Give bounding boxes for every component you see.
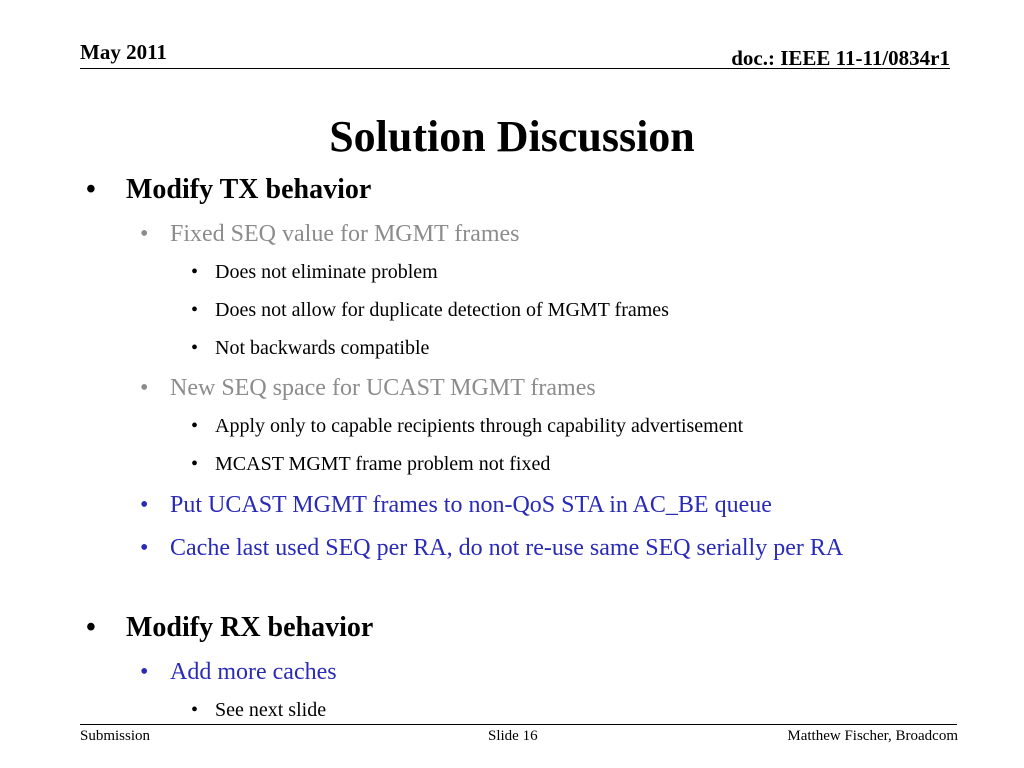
bullet-text: Add more caches [170, 659, 337, 685]
bullet-mcast-not-fixed [191, 452, 550, 477]
bullet-modify-rx [86, 610, 373, 645]
bullet-marker: • [86, 174, 96, 205]
footer-rule [80, 724, 957, 725]
bullet-text: Apply only to capable recipients through capability advertisement [215, 415, 744, 437]
bullet-marker: • [86, 612, 96, 643]
bullet-text: Cache last used SEQ per RA, do not re-use same SEQ serially per RA [170, 535, 844, 561]
bullet-text: Modify TX behavior [126, 174, 372, 205]
slide-title: Solution Discussion [329, 112, 695, 161]
bullet-not-backwards-compatible [191, 336, 429, 361]
bullet-marker: • [140, 535, 149, 561]
bullet-text: See next slide [215, 699, 327, 721]
bullet-text: Not backwards compatible [215, 337, 430, 359]
footer-author: Matthew Fischer, Broadcom [787, 728, 958, 744]
bullet-modify-tx [86, 172, 371, 207]
bullet-marker: • [191, 453, 199, 475]
bullet-new-seq-space [140, 373, 596, 403]
bullet-ac-be-queue [140, 490, 772, 520]
header-date: May 2011 [80, 40, 167, 64]
bullet-text: Modify RX behavior [126, 612, 374, 643]
bullet-cache-last-seq [140, 533, 940, 563]
bullet-marker: • [140, 492, 149, 518]
bullet-add-caches [140, 657, 337, 687]
footer-slide-number: Slide 16 [488, 728, 538, 744]
bullet-marker: • [191, 337, 199, 359]
bullet-marker: • [140, 375, 149, 401]
bullet-marker: • [191, 699, 199, 721]
header-doc-id: doc.: IEEE 11-11/0834r1 [731, 46, 950, 70]
bullet-text: New SEQ space for UCAST MGMT frames [170, 375, 596, 401]
bullet-text: Put UCAST MGMT frames to non-QoS STA in AC_BE queue [170, 492, 772, 518]
bullet-text: Does not allow for duplicate detection of MGMT frames [215, 299, 669, 321]
bullet-no-duplicate-detection [191, 298, 669, 323]
bullet-not-eliminate [191, 260, 438, 285]
bullet-see-next-slide [191, 698, 326, 723]
bullet-marker: • [191, 415, 199, 437]
bullet-text: Does not eliminate problem [215, 261, 438, 283]
footer-submission: Submission [80, 728, 151, 744]
bullet-marker: • [191, 261, 199, 283]
bullet-marker: • [191, 299, 199, 321]
bullet-text: Fixed SEQ value for MGMT frames [170, 221, 520, 247]
bullet-fixed-seq [140, 219, 520, 249]
bullet-marker: • [140, 221, 149, 247]
bullet-text: MCAST MGMT frame problem not fixed [215, 453, 551, 475]
bullet-marker: • [140, 659, 149, 685]
bullet-capable-recipients [191, 414, 743, 439]
